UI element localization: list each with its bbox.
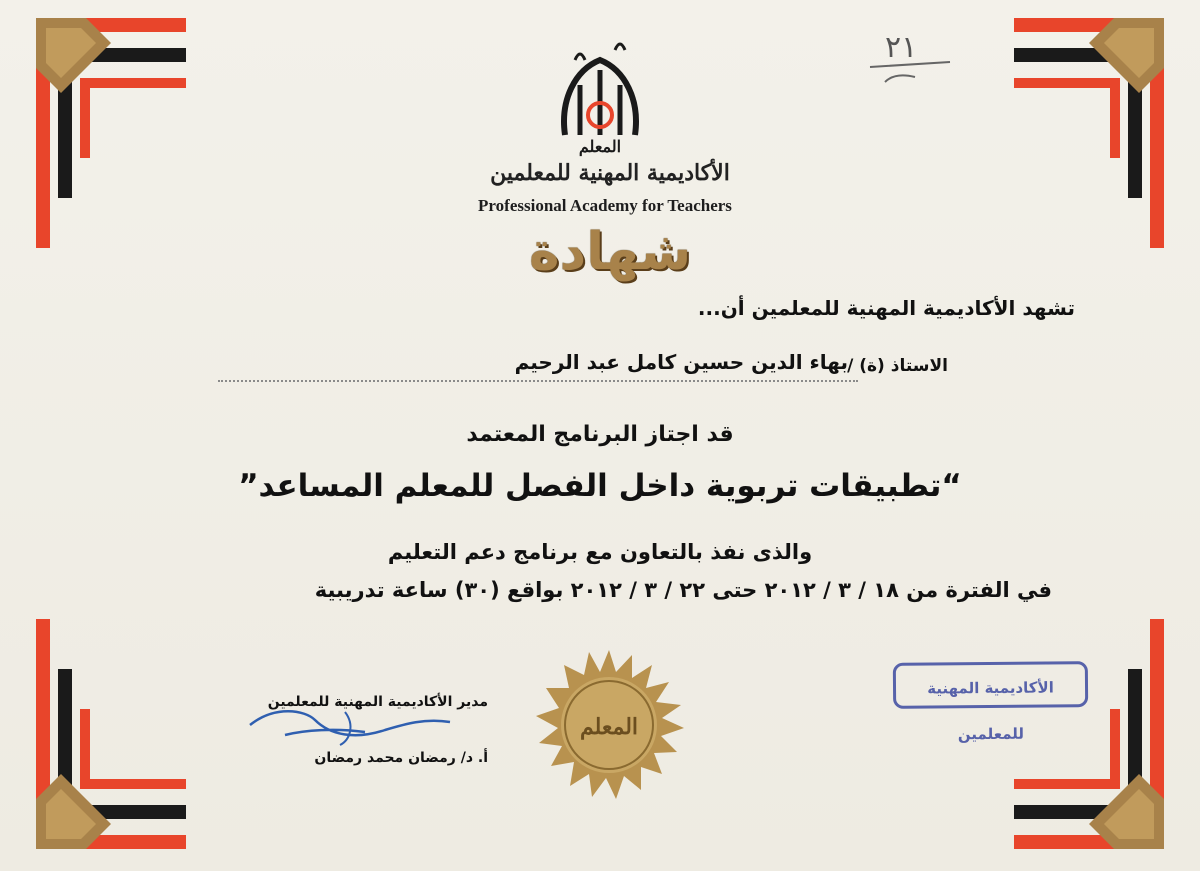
recipient-row (218, 350, 948, 386)
handwritten-number: ٢١ (885, 30, 918, 65)
director-signature (245, 700, 455, 750)
corner-ornament-bottom-right (1014, 619, 1164, 849)
period-text: في الفترة من ١٨ / ٣ / ٢٠١٢ حتى ٢٢ / ٣ / ٢٠١٢ بواقع (٣٠) ساعة تدريبية (314, 578, 1052, 602)
corner-ornament-top-left (36, 18, 186, 248)
gold-seal (534, 650, 684, 800)
cooperation-text: والذى نفذ بالتعاون مع برنامج دعم التعليم (387, 540, 813, 564)
intro-text: تشهد الأكاديمية المهنية للمعلمين أن... (697, 296, 1075, 320)
logo-word: المعلم (578, 137, 622, 156)
recipient-label: الاستاذ (ة) / (847, 356, 948, 376)
director-name: أ. د/ رمضان محمد رمضان (314, 750, 488, 766)
program-title: “تطبيقات تربوية داخل الفصل للمعلم المساعد” (238, 468, 962, 504)
passed-text: قد اجتاز البرنامج المعتمد (466, 422, 734, 447)
dotted-underline (218, 380, 858, 382)
recipient-name: بهاء الدين حسين كامل عبد الرحيم (514, 350, 848, 374)
official-stamp: الأكاديمية المهنية للمعلمين (893, 661, 1088, 709)
handwritten-note (865, 12, 955, 102)
academy-name-arabic: الأكاديمية المهنية للمعلمين (490, 160, 730, 186)
director-title: مدير الأكاديمية المهنية للمعلمين (267, 694, 488, 710)
corner-ornament-top-right (1014, 18, 1164, 248)
academy-logo-emblem (545, 40, 655, 160)
corner-ornament-bottom-left (36, 619, 186, 849)
academy-name-english: Professional Academy for Teachers (478, 196, 732, 215)
certificate-heading: شهادة (528, 222, 692, 282)
seal-word: المعلم (579, 714, 639, 740)
